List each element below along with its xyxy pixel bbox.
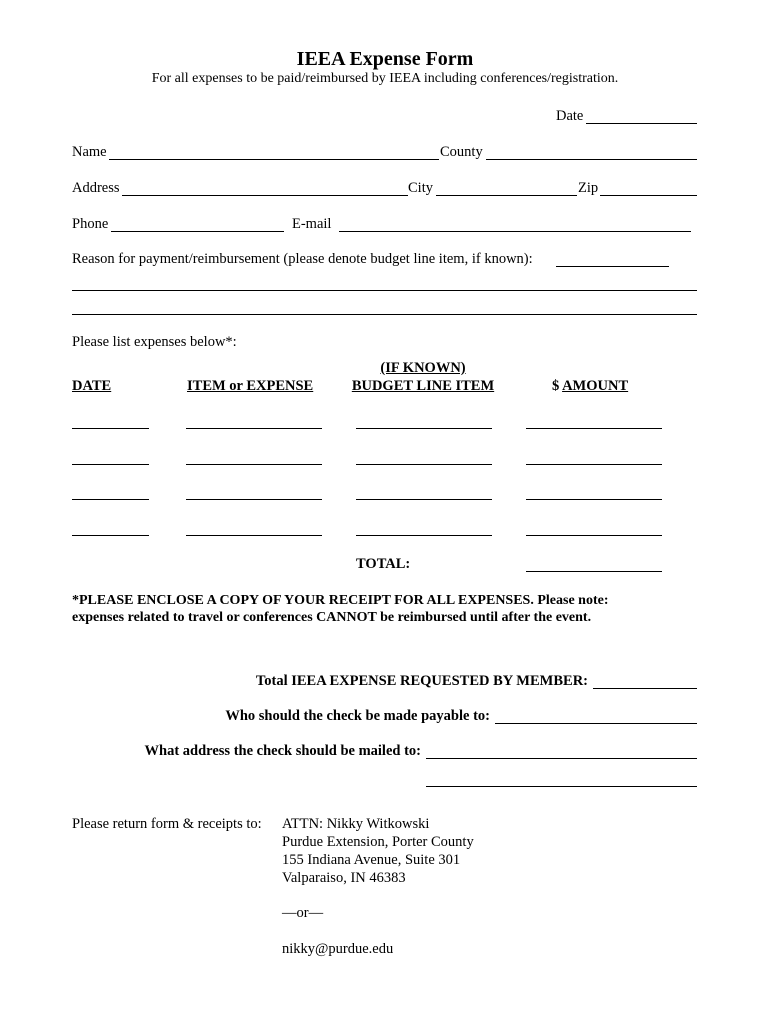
expense-item-field[interactable] bbox=[186, 535, 322, 536]
expense-amount-field[interactable] bbox=[526, 499, 662, 500]
reason-line-3[interactable] bbox=[72, 314, 697, 315]
expense-budget-field[interactable] bbox=[356, 499, 492, 500]
expense-amount-field[interactable] bbox=[526, 464, 662, 465]
county-label: County bbox=[440, 144, 483, 160]
return-attn: ATTN: Nikky Witkowski bbox=[282, 816, 430, 832]
expense-budget-field[interactable] bbox=[356, 428, 492, 429]
column-header-budget: BUDGET LINE ITEM bbox=[351, 378, 495, 394]
expense-date-field[interactable] bbox=[72, 428, 149, 429]
total-requested-label: Total IEEA EXPENSE REQUESTED BY MEMBER: bbox=[255, 673, 588, 689]
date-field[interactable] bbox=[586, 123, 697, 124]
email-label: E-mail bbox=[292, 216, 332, 232]
form-subtitle: For all expenses to be paid/reimbursed by IEEA including conferences/registration. bbox=[151, 71, 619, 86]
mail-to-field-line-2[interactable] bbox=[426, 786, 697, 787]
expense-item-field[interactable] bbox=[186, 499, 322, 500]
column-header-amount bbox=[552, 378, 628, 395]
receipt-notice-line-1: *PLEASE ENCLOSE A COPY OF YOUR RECEIPT FOR ALL EXPENSES. Please note: bbox=[72, 593, 609, 608]
total-field[interactable] bbox=[526, 571, 662, 572]
expenses-intro: Please list expenses below*: bbox=[72, 334, 237, 350]
date-label: Date bbox=[556, 108, 584, 124]
total-requested-field[interactable] bbox=[593, 688, 697, 689]
expense-item-field[interactable] bbox=[186, 464, 322, 465]
return-label: Please return form & receipts to: bbox=[72, 816, 262, 832]
address-field[interactable] bbox=[122, 195, 408, 196]
address-label: Address bbox=[72, 180, 120, 196]
zip-field[interactable] bbox=[600, 195, 697, 196]
name-field[interactable] bbox=[109, 159, 439, 160]
column-header-item: ITEM or EXPENSE bbox=[187, 378, 314, 394]
form-title: IEEA Expense Form bbox=[296, 48, 474, 70]
expense-amount-field[interactable] bbox=[526, 428, 662, 429]
phone-label: Phone bbox=[72, 216, 109, 232]
name-label: Name bbox=[72, 144, 107, 160]
receipt-notice-line-2: expenses related to travel or conferences CANNOT be reimbursed until after the event. bbox=[72, 610, 592, 625]
reason-label: Reason for payment/reimbursement (please denote budget line item, if known): bbox=[72, 251, 533, 267]
return-street: 155 Indiana Avenue, Suite 301 bbox=[282, 852, 461, 868]
column-header-date: DATE bbox=[72, 378, 112, 394]
return-email: nikky@purdue.edu bbox=[282, 941, 394, 957]
expense-budget-field[interactable] bbox=[356, 464, 492, 465]
return-city: Valparaiso, IN 46383 bbox=[282, 870, 406, 886]
county-field[interactable] bbox=[486, 159, 697, 160]
return-org: Purdue Extension, Porter County bbox=[282, 834, 474, 850]
reason-field[interactable] bbox=[556, 266, 669, 267]
city-label: City bbox=[408, 180, 433, 196]
dollar-sign: $ bbox=[552, 378, 563, 394]
expense-budget-field[interactable] bbox=[356, 535, 492, 536]
return-or: —or— bbox=[282, 905, 324, 921]
expense-date-field[interactable] bbox=[72, 535, 149, 536]
phone-field[interactable] bbox=[111, 231, 284, 232]
expense-item-field[interactable] bbox=[186, 428, 322, 429]
zip-label: Zip bbox=[578, 180, 599, 196]
reason-line-2[interactable] bbox=[72, 290, 697, 291]
amount-label: AMOUNT bbox=[562, 378, 629, 394]
payable-to-field[interactable] bbox=[495, 723, 697, 724]
expense-amount-field[interactable] bbox=[526, 535, 662, 536]
expense-date-field[interactable] bbox=[72, 499, 149, 500]
expense-date-field[interactable] bbox=[72, 464, 149, 465]
column-header-budget-note: (IF KNOWN) bbox=[380, 360, 466, 376]
mail-to-field[interactable] bbox=[426, 758, 697, 759]
payable-to-label: Who should the check be made payable to: bbox=[225, 708, 490, 724]
city-field[interactable] bbox=[436, 195, 577, 196]
total-label: TOTAL: bbox=[356, 556, 411, 572]
email-field[interactable] bbox=[339, 231, 691, 232]
mail-to-label: What address the check should be mailed to: bbox=[144, 743, 421, 759]
